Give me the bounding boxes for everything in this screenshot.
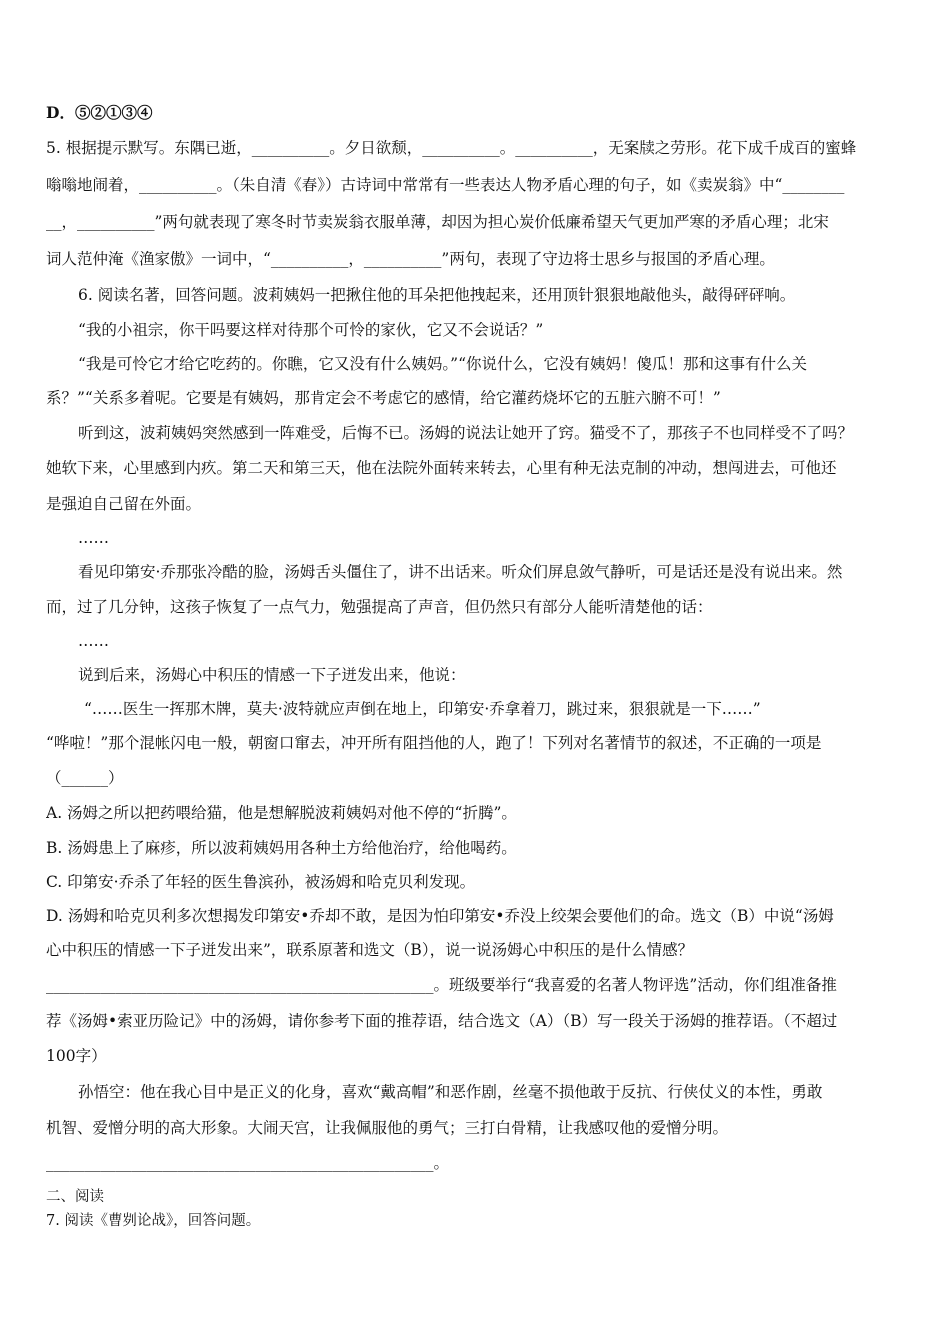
- ellipsis: ……: [78, 632, 109, 650]
- option-d-line: D．⑤②①③④: [46, 103, 153, 122]
- passage-line: “……医生一挥那木牌，莫夫·波特就应声倒在地上，印第安·乔拿着刀，跳过来，狠狠就是一下……”: [84, 700, 761, 718]
- option-d: D. 汤姆和哈克贝利多次想揭发印第安•乔却不敢，是因为怕印第安•乔没上绞架会要他们的命。选文（B）中说“汤姆: [46, 907, 834, 925]
- passage-line: 而，过了几分钟，这孩子恢复了一点气力，勉强提高了声音，但仍然只有部分人能听清楚他的话：: [46, 598, 713, 616]
- passage-line: 听到这，波莉姨妈突然感到一阵难受，后悔不已。汤姆的说法让她开了窍。猫受不了，那孩子不也同样受不了吗？: [78, 424, 854, 442]
- passage-line: 系？”“关系多着呢。它要是有姨妈，那肯定会不考虑它的感情，给它灌药烧坏它的五脏六腑不可！”: [46, 389, 721, 407]
- q5-line-2: 嗡嗡地闹着，__________。（朱自清《春》）古诗词中常常有一些表达人物矛盾心理的句子，如《卖炭翁》中“________: [46, 176, 845, 194]
- answer-blank: （______）: [46, 769, 124, 787]
- passage-line: “我的小祖宗，你干吗要这样对待那个可怜的家伙，它又不会说话？”: [78, 321, 544, 339]
- section-heading: 二、阅读: [46, 1189, 104, 1205]
- example-line: 机智、爱憎分明的高大形象。大闹天宫，让我佩服他的勇气；三打白骨精，让我感叹他的爱憎分明。: [46, 1119, 729, 1137]
- q6-intro: 6. 阅读名著，回答问题。波莉姨妈一把揪住他的耳朵把他拽起来，还用顶针狠狠地敲他头，敲得砰砰响。: [78, 286, 796, 304]
- answer-line: __________________________________________________。: [46, 1154, 450, 1172]
- passage-line: “我是可怜它才给它吃药的。你瞧，它又没有什么姨妈。”“你说什么，它没有姨妈！傻瓜！那和这事有什么关: [78, 355, 808, 373]
- option-c: C. 印第安·乔杀了年轻的医生鲁滨孙，被汤姆和哈克贝利发现。: [46, 873, 476, 891]
- question-line: 心中积压的情感一下子迸发出来”，联系原著和选文（B），说一说汤姆心中积压的是什么情感？: [46, 941, 694, 959]
- example-line: 孙悟空：他在我心目中是正义的化身，喜欢“戴高帽”和恶作剧，丝毫不损他敢于反抗、行侠仗义的本性，勇敢: [78, 1083, 823, 1101]
- passage-line: 是强迫自己留在外面。: [46, 495, 202, 513]
- passage-line: 看见印第安·乔那张冷酷的脸，汤姆舌头僵住了，讲不出话来。听众们屏息敛气静听，可是话还是没有说出来。然: [78, 563, 843, 581]
- ellipsis: ……: [78, 529, 109, 547]
- question-line: 100字）: [46, 1047, 107, 1065]
- passage-line: 说到后来，汤姆心中积压的情感一下子迸发出来，他说：: [78, 666, 466, 684]
- q5-line-4: 词人范仲淹《渔家傲》一词中，“__________，__________”两句，表现了守边将士思乡与报国的矛盾心理。: [46, 250, 775, 268]
- q5-line-1: 5. 根据提示默写。东隅已逝，__________。夕日欲颓，__________。__________，无案牍之劳形。花下成千成百的蜜蜂: [46, 139, 857, 157]
- passage-line: “哗啦！”那个混帐闪电一般，朝窗口窜去，冲开所有阻挡他的人，跑了！下列对名著情节的叙述，不正确的一项是: [46, 734, 822, 752]
- option-b: B. 汤姆患上了麻疹，所以波莉姨妈用各种土方给他治疗，给他喝药。: [46, 839, 517, 857]
- answer-line: __________________________________________________。班级要举行“我喜爱的名著人物评选”活动，你们组准备推: [46, 976, 837, 994]
- q7-line: 7. 阅读《曹刿论战》，回答问题。: [46, 1213, 261, 1229]
- question-line: 荐《汤姆•索亚历险记》中的汤姆，请你参考下面的推荐语，结合选文（A）（B）写一段关于汤姆的推荐语。（不超过: [46, 1012, 838, 1030]
- q5-line-3: __，__________”两句就表现了寒冬时节卖炭翁衣服单薄，却因为担心炭价低廉希望天气更加严寒的矛盾心理；北宋: [46, 213, 829, 231]
- option-a: A. 汤姆之所以把药喂给猫，他是想解脱波莉姨妈对他不停的“折腾”。: [46, 804, 517, 822]
- passage-line: 她软下来，心里感到内疚。第二天和第三天，他在法院外面转来转去，心里有种无法克制的冲动，想闯进去，可他还: [46, 459, 837, 477]
